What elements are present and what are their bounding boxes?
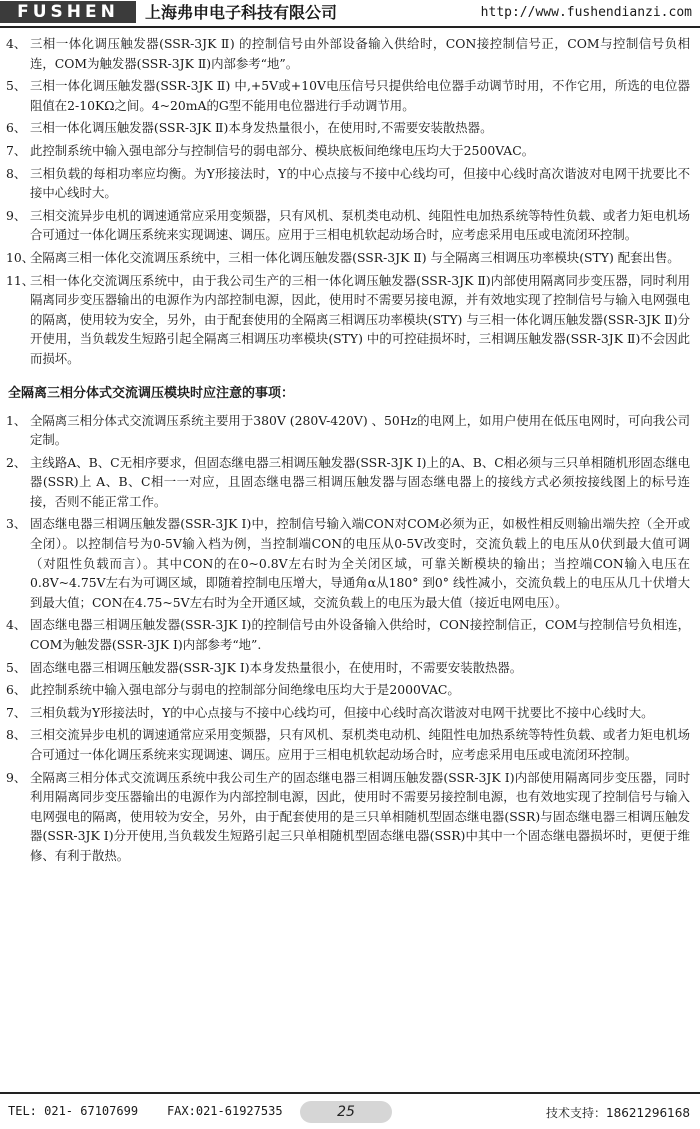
list-item (0, 271, 700, 369)
tech-support: 技术支持：18621296168 (546, 1106, 690, 1120)
list-item (0, 411, 700, 450)
item-number: 3、 (6, 516, 27, 532)
item-text: 固态继电器三相调压触发器(SSR-3JK Ⅰ)中，控制信号输入端CON对COM必须为正，如极性相反则输出端失控（全开或全闭）。以控制信号为0-5V输入档为例，当控制端CON的电压从0-5V改变时，交流负载上的电压从0伏到最大值可调 （对阻性负载而言）。其中CON的在0~0.8V左右时为全关闭区域，可靠关断模块的输出；当控端CON输入电压在0.8V~4.75V左右为可调区域，即随着控制电压增大，导通角α从180° 到0° 线性减小，交流负载上的电压从几十伏增大到最大值；CON在4.75~5V左右时为全开通区域，交流负载上的电压为最大值（接近电网电压）。 (30, 516, 690, 610)
list-item (0, 76, 700, 115)
item-text: 固态继电器三相调压触发器(SSR-3JK Ⅰ)本身发热量很小，在使用时，不需要安装散热器。 (30, 659, 523, 675)
item-number: 1、 (6, 412, 27, 428)
footer-divider (0, 1092, 700, 1094)
list-item (0, 118, 700, 138)
item-text: 三相一体化交流调压系统中，由于我公司生产的三相一体化调压触发器(SSR-3JK Ⅱ)内部使用隔离同步变压器，同时利用隔离同步变压器输出的电源作为内部控制电源，因此，使用时不需要另接电源，并有效地实现了控制信号与输入电网强电的隔离，使用较为安全，另外，由于配套使用的全隔离三相调压功率模块(STY) 与三相一体化调压触发器(SSR-3JK Ⅱ)分开使用，当负载发生短路引起全隔离三相调压功率模块(STY) 中的可控硅损坏时，三相调压触发器(SSR-3JK Ⅱ)不会因此而损坏。 (30, 272, 690, 366)
item-number: 6、 (6, 682, 27, 698)
company-name: 上海弗申电子科技有限公司 (145, 3, 338, 22)
item-number: 11、 (6, 272, 35, 288)
item-number: 9、 (6, 769, 27, 785)
list-item (0, 658, 700, 678)
page-content (0, 34, 700, 869)
page-number: 25 (300, 1101, 392, 1123)
list-item (0, 615, 700, 654)
item-number: 8、 (6, 727, 27, 743)
page-header (0, 0, 700, 26)
header-divider (0, 26, 700, 28)
item-text: 全隔离三相分体式交流调压系统主要用于380V (280V-420V) 、50Hz的电网上，如用户使用在低压电网时，可向我公司定制。 (30, 412, 690, 448)
item-number: 7、 (6, 704, 27, 720)
item-number: 9、 (6, 207, 27, 223)
item-text: 三相交流异步电机的调速通常应采用变频器，只有风机、泵机类电动机、纯阻性电加热系统等特性负载、或者力矩电机场合可通过一体化调压系统来实现调速、调压。应用于三相电机软起动场合时，应考虑采用电压或电流闭环控制。 (30, 727, 690, 762)
item-text: 三相负载为Y形接法时，Y的中心点接与不接中心线均可，但接中心线时高次谐波对电网干扰要比不接中心线时大。 (30, 704, 654, 720)
brand-logo: FUSHEN (0, 1, 136, 23)
notes-list-integrated (0, 34, 700, 369)
item-text: 固态继电器三相调压触发器(SSR-3JK Ⅰ)的控制信号由外设备输入供给时，CON接控制信正，COM与控制信号负相连，COM为触发器(SSR-3JK Ⅰ)内部参考“地”. (30, 617, 690, 653)
item-text: 三相交流异步电机的调速通常应采用变频器，只有风机、泵机类电动机、纯阻性电加热系统等特性负载、或者力矩电机场合可通过一体化调压系统来实现调速、调压。应用于三相电机软起动场合时，应考虑采用电压或电流闭环控制。 (30, 207, 690, 243)
list-item (0, 141, 700, 161)
list-item (0, 34, 700, 73)
list-item (0, 248, 700, 268)
page-footer (0, 1092, 700, 1129)
item-number: 5、 (6, 659, 27, 675)
item-number: 4、 (6, 36, 27, 51)
tel-number: TEL: 021- 67107699 (8, 1104, 139, 1118)
item-text: 三相一体化调压触发器(SSR-3JK Ⅱ) 的控制信号由外部设备输入供给时，CON接控制信号正，COM与控制信号负相连，COM为触发器(SSR-3JK Ⅱ)内部参考“地”。 (30, 36, 690, 71)
list-item (0, 680, 700, 700)
item-text: 全隔离三相一体化交流调压系统中，三相一体化调压触发器(SSR-3JK Ⅱ) 与全隔离三相调压功率模块(STY) 配套出售。 (30, 249, 680, 265)
item-text: 主线路A、B、C无相序要求，但固态继电器三相调压触发器(SSR-3JK Ⅰ)上的A、B、C相必须与三只单相随机形固态继电器(SSR)上 A、B、C相一一对应，且固态继电器三相调压触发器与固态继电器上的接线方式必须按接线图上的标号连接，否则不能正常工作。 (30, 454, 690, 509)
list-item (0, 206, 700, 245)
item-text: 三相一体化调压触发器(SSR-3JK Ⅱ) 中,+5V或+10V电压信号只提供给电位器手动调节时用，不作它用，所选的电位器阻值在2-10KΩ之间。4~20mA的G型不能用电位器进行手动调节用。 (30, 78, 690, 113)
contact-phones (8, 1104, 283, 1118)
website-url: http://www.fushendianzi.com (480, 5, 692, 20)
list-item (0, 514, 700, 612)
item-text: 三相一体化调压触发器(SSR-3JK Ⅱ)本身发热量很小，在使用时,不需要安装散热器。 (30, 120, 493, 136)
list-item (0, 725, 700, 764)
item-text: 此控制系统中输入强电部分与控制信号的弱电部分、模块底板间绝缘电压均大于2500VAC。 (30, 142, 535, 158)
item-number: 10、 (6, 249, 35, 265)
item-number: 6、 (6, 120, 27, 136)
item-number: 5、 (6, 78, 27, 94)
notes-list-split (0, 411, 700, 866)
item-text: 三相负载的每相功率应均衡。为Y形接法时，Y的中心点接与不接中心线均可，但接中心线时高次谐波对电网干扰要比不接中心线时大。 (30, 165, 690, 201)
item-number: 8、 (6, 165, 27, 181)
item-number: 4、 (6, 617, 27, 633)
item-text: 全隔离三相分体式交流调压系统中我公司生产的固态继电器三相调压触发器(SSR-3JK Ⅰ)内部使用隔离同步变压器，同时利用隔离同步变压器输出的电源作为内部控制电源，因此，使用时不需要另接控制电源，也有效地实现了控制信号与输入电网强电的隔离，使用较为安全，另外，由于配套使用的是三只单相随机型固态继电器(SSR)与固态继电器三相调压触发器(SSR-3JK Ⅰ)分开使用,当负载发生短路引起三只单相随机型固态继电器(SSR)中其中一个固态继电器损坏时，更便于维修、有利于散热。 (30, 769, 690, 863)
item-number: 7、 (6, 142, 27, 158)
fax-number: FAX:021-61927535 (166, 1104, 283, 1118)
list-item (0, 453, 700, 512)
list-item (0, 703, 700, 723)
item-number: 2、 (6, 454, 27, 470)
list-item (0, 768, 700, 866)
list-item (0, 164, 700, 203)
item-text: 此控制系统中输入强电部分与弱电的控制部分间绝缘电压均大于是2000VAC。 (30, 682, 460, 698)
section-heading: 全隔离三相分体式交流调压模块时应注意的事项： (8, 385, 295, 401)
